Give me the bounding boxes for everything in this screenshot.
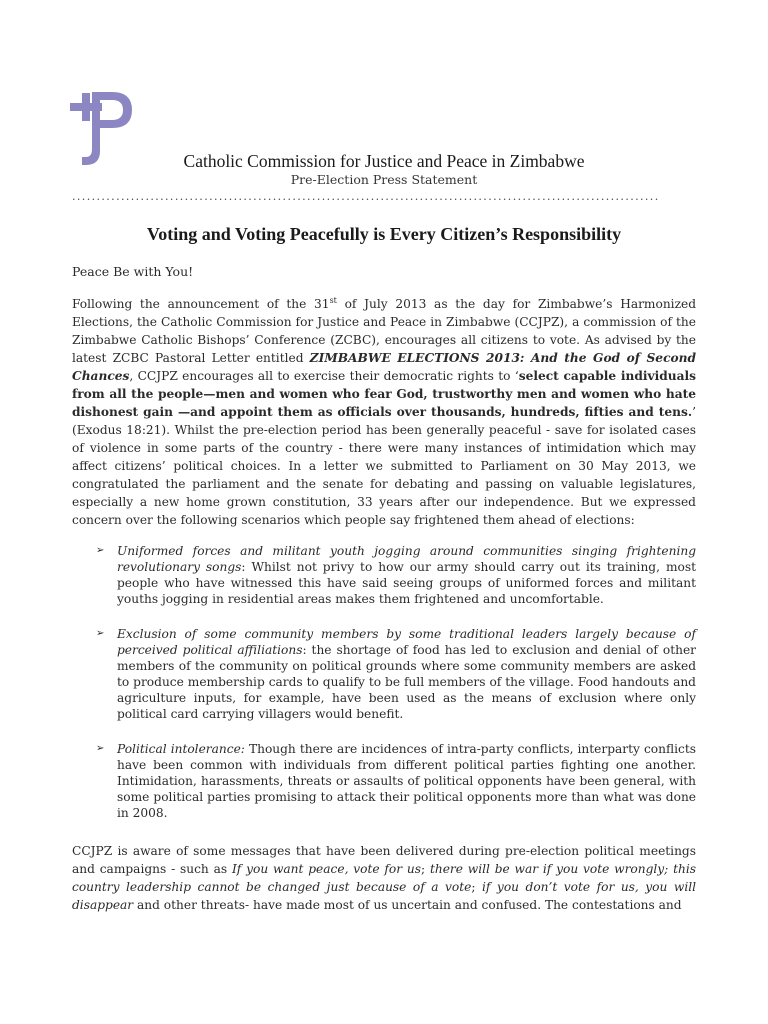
arrow-bullet-icon: ➢ (96, 628, 105, 639)
list-item (96, 543, 696, 607)
greeting: Peace Be with You! (72, 264, 194, 279)
p2-italic-3: if you don’t vote for us, you will disappear (72, 880, 697, 912)
p2-text-2: ; (421, 862, 430, 876)
paragraph-messages (72, 842, 696, 914)
p2-italic-1: If you want peace, vote for us (231, 862, 422, 876)
p2-italic-2: there will be war if you vote wrongly; this country leadership cannot be changed just because of a vote (72, 862, 697, 894)
p2-text-4: and other threats- have made most of us uncertain and confused. The contestations and (133, 898, 682, 912)
p1-text-2: of July 2013 as the day for Zimbabwe’s Harmonized Elections, the Catholic Commission for Justice and Peace in Zimbabwe (CCJPZ), a commission of the Zimbabwe Catholic Bishops’ Conference (ZCBC), encourages all citizens to vote. As advised by the latest ZCBC Pastoral Letter entitled (72, 297, 697, 365)
bullet-text: : Whilst not privy to how our army should carry out its training, most people who have witnessed this have said seeing groups of uniformed forces and militant youths jogging in residential areas makes them frightened and uncomfortable. (117, 560, 696, 606)
list-item (96, 741, 696, 821)
bullet-text: Though there are incidences of intra-party conflicts, interparty conflicts have been common with individuals from different political parties fighting one another. Intimidation, harassments, threats or assaults of political opponents have been general, with some political parties promising to attack their political opponents more than what was done in 2008. (117, 742, 696, 820)
arrow-bullet-icon: ➢ (96, 743, 105, 754)
pastoral-letter-title: ZIMBABWE ELECTIONS 2013: And the God of Second Chances (72, 351, 696, 383)
p2-text-3: ; (471, 880, 483, 894)
p1-text-3: , CCJPZ encourages all to exercise their democratic rights to ‘ (129, 369, 519, 383)
p1-text-4: ’ (Exodus 18:21). Whilst the pre-election period has been generally peaceful - save for isolated cases of violence in some parts of the country - there were many instances of intimidation which may affect citizens’ political choices. In a letter we submitted to Parliament on 30 May 2013, we congratulated the parliament and the senate for debating and passing on valuable legislatures, especially a new home grown constitution, 33 years after our independence. But we expressed concern over the following scenarios which people say frightened them ahead of elections: (72, 405, 696, 527)
p1-text-1: Following the announcement of the 31 (72, 297, 330, 311)
p2-text-1: CCJPZ is aware of some messages that have been delivered during pre-election political meetings and campaigns - such as (72, 844, 696, 876)
dotted-divider: ........................................................................................................................ (72, 190, 660, 203)
press-statement-subtitle: Pre-Election Press Statement (290, 172, 478, 187)
list-item (96, 626, 696, 722)
bullet-lead: Uniformed forces and militant youth jogging around communities singing frightening revolutionary songs (117, 544, 696, 574)
exodus-quote: select capable individuals from all the people—men and women who fear God, trustworthy men and women who hate dishonest gain —and appoint them as officials over thousands, hundreds, fifties and tens. (72, 369, 696, 419)
p1-superscript: st (329, 295, 337, 305)
bullet-text: : the shortage of food has led to exclusion and denial of other members of the community on political grounds where some community members are asked to produce membership cards to qualify to be full members of the village. Food handouts and agriculture inputs, for example, have been used as the means of exclusion where only political card carrying villagers would benefit. (117, 643, 696, 721)
bullet-lead: Political intolerance: (117, 742, 245, 756)
statement-title: Voting and Voting Peacefully is Every Citizen’s Responsibility (146, 224, 622, 244)
bullet-lead: Exclusion of some community members by some traditional leaders largely because of perceived political affiliations (117, 627, 696, 657)
organization-name: Catholic Commission for Justice and Peace in Zimbabwe (183, 151, 585, 171)
concerns-list (96, 543, 696, 840)
paragraph-announcement (72, 295, 696, 529)
arrow-bullet-icon: ➢ (96, 545, 105, 556)
